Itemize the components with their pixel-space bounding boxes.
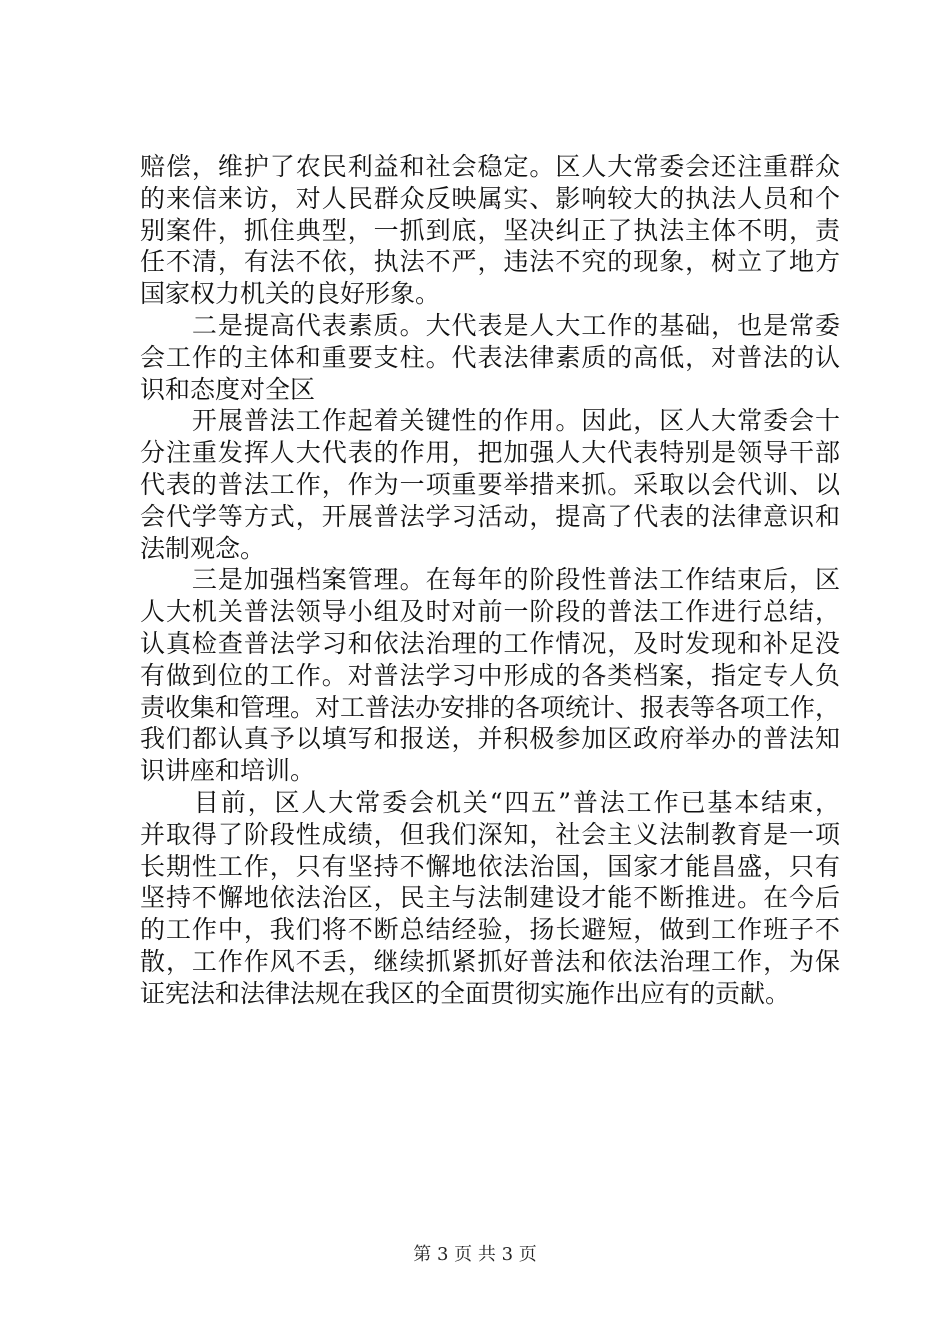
text-line: 分注重发挥人大代表的作用，把加强人大代表特别是领导干部: [140, 438, 840, 468]
text-line: 有做到位的工作。对普法学习中形成的各类档案，指定专人负: [140, 660, 840, 690]
page-footer: 第 3 页 共 3 页: [413, 1244, 537, 1265]
document-body: [140, 151, 840, 1010]
text-line: 认真检查普法学习和依法治理的工作情况，及时发现和补足没: [140, 628, 840, 658]
text-line: 会代学等方式，开展普法学习活动，提高了代表的法律意识和: [140, 501, 840, 531]
text-line: 开展普法工作起着关键性的作用。因此，区人大常委会十: [140, 406, 840, 436]
text-line: 证宪法和法律法规在我区的全面贯彻实施作出应有的贡献。: [140, 978, 791, 1008]
text-line: 识和态度对全区: [140, 374, 316, 404]
text-line: 我们都认真予以填写和报送，并积极参加区政府举办的普法知: [140, 724, 840, 754]
text-line: 长期性工作，只有坚持不懈地依法治国，国家才能昌盛，只有: [140, 851, 840, 881]
text-line: 赔偿，维护了农民利益和社会稳定。区人大常委会还注重群众: [140, 152, 840, 181]
text-line: 的工作中，我们将不断总结经验，扬长避短，做到工作班子不: [140, 915, 840, 945]
text-line: 并取得了阶段性成绩，但我们深知，社会主义法制教育是一项: [140, 819, 840, 849]
text-line: 二是提高代表素质。大代表是人大工作的基础，也是常委: [140, 310, 840, 340]
text-line: 别案件，抓住典型，一抓到底，坚决纠正了执法主体不明，责: [140, 215, 840, 245]
text-line: 责收集和管理。对工普法办安排的各项统计、报表等各项工作，: [140, 692, 841, 722]
text-line: 散，工作作风不丢，继续抓紧抓好普法和依法治理工作，为保: [140, 946, 840, 976]
text-line: 代表的普法工作，作为一项重要举措来抓。采取以会代训、以: [140, 469, 840, 499]
text-line: 法制观念。: [140, 533, 266, 563]
text-line: 三是加强档案管理。在每年的阶段性普法工作结束后，区: [140, 565, 840, 595]
text-line: 会工作的主体和重要支柱。代表法律素质的高低，对普法的认: [140, 342, 840, 372]
text-line: 国家权力机关的良好形象。: [140, 279, 441, 309]
text-line: 的来信来访，对人民群众反映属实、影响较大的执法人员和个: [140, 183, 840, 213]
text-line: 任不清，有法不依，执法不严，违法不究的现象，树立了地方: [140, 247, 840, 277]
text-line: 识讲座和培训。: [140, 756, 316, 786]
text-line: 目前，区人大常委会机关“四五”普法工作已基本结束，: [140, 787, 840, 817]
text-line: 人大机关普法领导小组及时对前一阶段的普法工作进行总结，: [140, 597, 840, 627]
text-line: 坚持不懈地依法治区，民主与法制建设才能不断推进。在今后: [140, 883, 840, 913]
